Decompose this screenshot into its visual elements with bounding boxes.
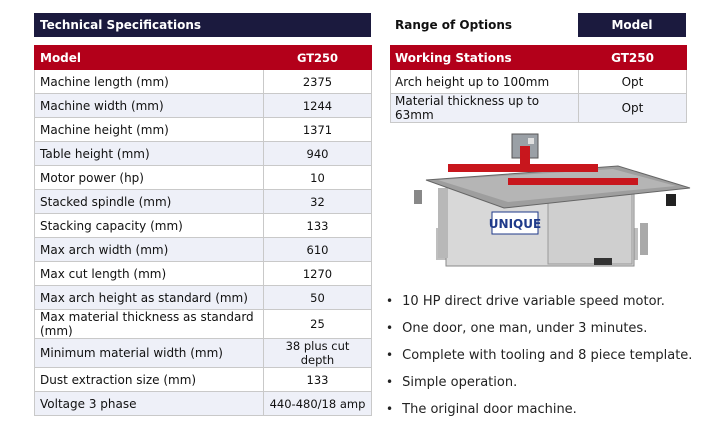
- spec-label: Machine height (mm): [35, 118, 264, 142]
- spec-value: 38 plus cut depth: [264, 339, 372, 368]
- table-row: [35, 310, 372, 339]
- table-row: [35, 190, 372, 214]
- technical-specifications-panel: [34, 13, 371, 416]
- range-top-bar: [390, 13, 686, 37]
- spec-value: 440-480/18 amp: [264, 392, 372, 416]
- range-title: Range of Options: [395, 18, 512, 32]
- table-row: [35, 286, 372, 310]
- range-label: Arch height up to 100mm: [391, 70, 579, 94]
- list-item: [386, 342, 692, 369]
- list-item: [386, 288, 692, 315]
- machine-brand: UNIQUE: [488, 217, 542, 231]
- spec-header-label: Model: [35, 46, 264, 70]
- table-row: [35, 166, 372, 190]
- spec-value: 133: [264, 368, 372, 392]
- range-value: Opt: [579, 94, 687, 123]
- range-header-value: GT250: [579, 46, 687, 70]
- table-row: [391, 70, 687, 94]
- table-row: [35, 392, 372, 416]
- bullet-icon: •: [386, 375, 394, 389]
- list-item: [386, 315, 692, 342]
- table-row: [35, 70, 372, 94]
- machine-image: [408, 128, 698, 278]
- table-row: [35, 339, 372, 368]
- range-table: [390, 45, 687, 123]
- spec-label: Max cut length (mm): [35, 262, 264, 286]
- spec-value: 1244: [264, 94, 372, 118]
- feature-list: [386, 288, 692, 423]
- spec-label: Stacking capacity (mm): [35, 214, 264, 238]
- spec-value: 50: [264, 286, 372, 310]
- range-model-label: Model: [578, 13, 686, 37]
- spec-label: Machine width (mm): [35, 94, 264, 118]
- table-row: [391, 94, 687, 123]
- range-value: Opt: [579, 70, 687, 94]
- spec-label: Stacked spindle (mm): [35, 190, 264, 214]
- table-row: [35, 238, 372, 262]
- spec-value: 25: [264, 310, 372, 339]
- spec-value: 133: [264, 214, 372, 238]
- machine-illustration: [414, 134, 690, 266]
- table-row: [35, 94, 372, 118]
- spec-label: Minimum material width (mm): [35, 339, 264, 368]
- spec-label: Dust extraction size (mm): [35, 368, 264, 392]
- spec-label: Voltage 3 phase: [35, 392, 264, 416]
- spec-value: 10: [264, 166, 372, 190]
- spec-title: Technical Specifications: [34, 13, 371, 37]
- table-row: [35, 262, 372, 286]
- feature-text: Complete with tooling and 8 piece template.: [402, 348, 693, 363]
- range-of-options-panel: [390, 13, 686, 123]
- unique-logo: [489, 212, 541, 234]
- feature-text: One door, one man, under 3 minutes.: [402, 321, 648, 336]
- spec-value: 2375: [264, 70, 372, 94]
- spec-value: 1270: [264, 262, 372, 286]
- spec-header-row: [35, 46, 372, 70]
- list-item: [386, 369, 692, 396]
- bullet-icon: •: [386, 348, 394, 362]
- table-row: [35, 142, 372, 166]
- table-row: [35, 118, 372, 142]
- bullet-icon: •: [386, 402, 394, 416]
- spec-value: 1371: [264, 118, 372, 142]
- spec-value: 32: [264, 190, 372, 214]
- bullet-icon: •: [386, 294, 394, 308]
- spec-label: Table height (mm): [35, 142, 264, 166]
- list-item: [386, 396, 692, 423]
- spec-table: [34, 45, 372, 416]
- spec-value: 610: [264, 238, 372, 262]
- feature-text: Simple operation.: [402, 375, 518, 390]
- feature-text: 10 HP direct drive variable speed motor.: [402, 294, 665, 309]
- spec-header-value: GT250: [264, 46, 372, 70]
- range-label: Material thickness up to 63mm: [391, 94, 579, 123]
- table-row: [35, 214, 372, 238]
- range-header-row: [391, 46, 687, 70]
- table-row: [35, 368, 372, 392]
- spec-label: Max arch height as standard (mm): [35, 286, 264, 310]
- bullet-icon: •: [386, 321, 394, 335]
- spec-label: Machine length (mm): [35, 70, 264, 94]
- spec-value: 940: [264, 142, 372, 166]
- spec-label: Motor power (hp): [35, 166, 264, 190]
- spec-label: Max material thickness as standard (mm): [35, 310, 264, 339]
- feature-text: The original door machine.: [402, 402, 577, 417]
- range-header-label: Working Stations: [391, 46, 579, 70]
- spec-label: Max arch width (mm): [35, 238, 264, 262]
